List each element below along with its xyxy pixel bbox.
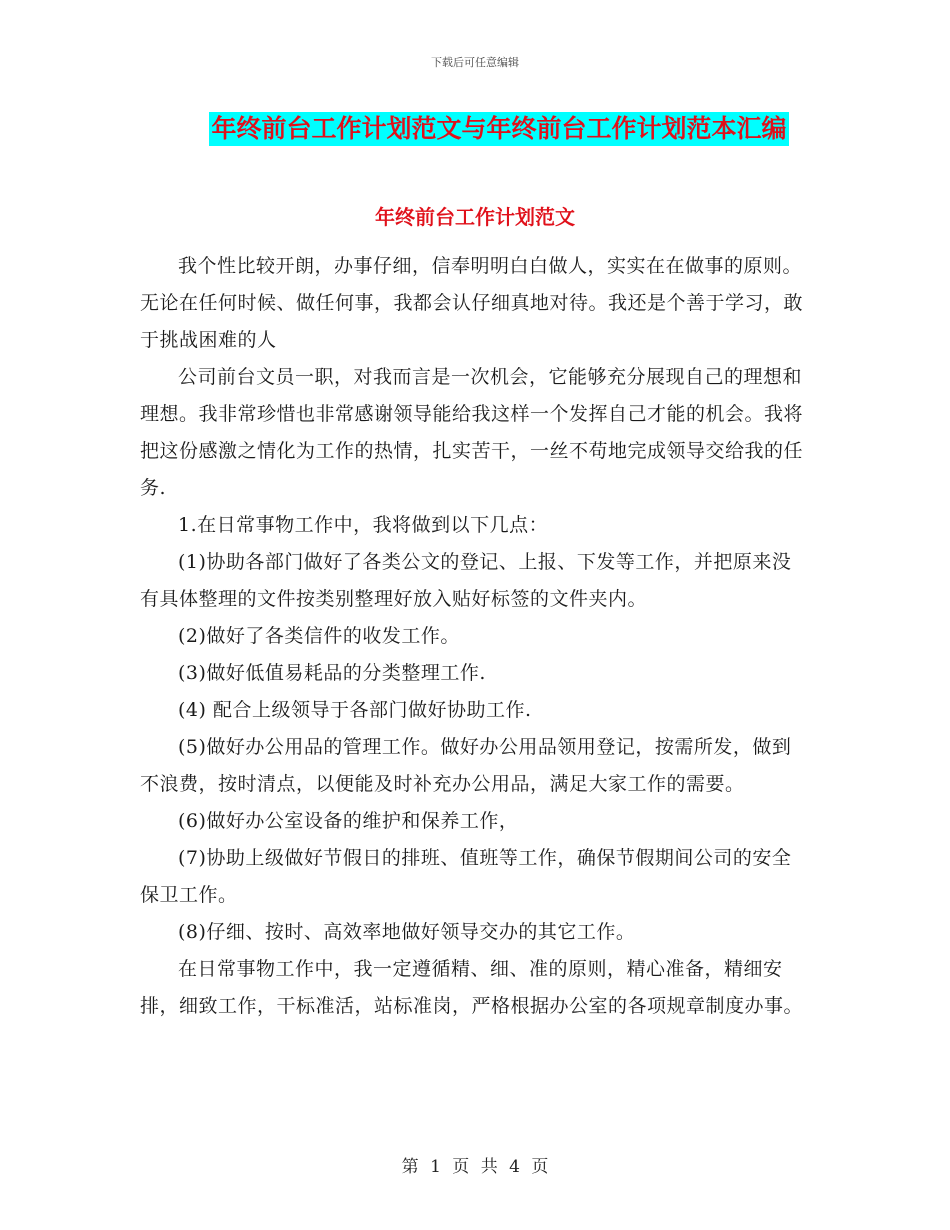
document-body bbox=[140, 248, 810, 1025]
list-item: (6)做好办公室设备的维护和保养工作， bbox=[178, 810, 519, 832]
list-item: (3)做好低值易耗品的分类整理工作. bbox=[178, 662, 486, 684]
paragraph-position: 公司前台文员一职，对我而言是一次机会，它能够充分展现自己的理想和理想。我非常珍惜也非常感谢领导能给我这样一个发挥自己才能的机会。我将把这份感激之情化为工作的热情，扎实苦干，一丝不苟地完成领导交给我的任务. bbox=[140, 366, 804, 499]
page-number-footer: 第 1 页 共 4 页 bbox=[401, 1157, 549, 1177]
list-item: (5)做好办公用品的管理工作。做好办公用品领用登记，按需所发，做到不浪费，按时清点，以便能及时补充办公用品，满足大家工作的需要。 bbox=[140, 736, 792, 795]
list-item: (1)协助各部门做好了各类公文的登记、上报、下发等工作，并把原来没有具体整理的文件按类别整理好放入贴好标签的文件夹内。 bbox=[140, 551, 792, 610]
main-title-container bbox=[0, 112, 950, 146]
paragraph-intro: 我个性比较开朗，办事仔细，信奉明明白白做人，实实在在做事的原则。无论在任何时候、做任何事，我都会认仔细真地对待。我还是个善于学习，敢于挑战困难的人 bbox=[140, 255, 804, 351]
paragraph-conclusion: 在日常事物工作中，我一定遵循精、细、准的原则，精心准备，精细安排，细致工作，干标准活，站标准岗，严格根据办公室的各项规章制度办事。 bbox=[140, 958, 804, 1017]
list-item: (7)协助上级做好节假日的排班、值班等工作，确保节假期间公司的安全保卫工作。 bbox=[140, 847, 792, 906]
list-item: (2)做好了各类信件的收发工作。 bbox=[178, 625, 460, 647]
header-note: 下载后可任意编辑 bbox=[431, 56, 519, 69]
section-title: 年终前台工作计划范文 bbox=[375, 205, 575, 229]
list-item: (4) 配合上级领导于各部门做好协助工作. bbox=[178, 699, 532, 721]
main-title: 年终前台工作计划范文与年终前台工作计划范本汇编 bbox=[209, 112, 788, 146]
paragraph-list-heading: 1.在日常事物工作中，我将做到以下几点： bbox=[178, 514, 549, 536]
list-item: (8)仔细、按时、高效率地做好领导交办的其它工作。 bbox=[178, 921, 636, 943]
